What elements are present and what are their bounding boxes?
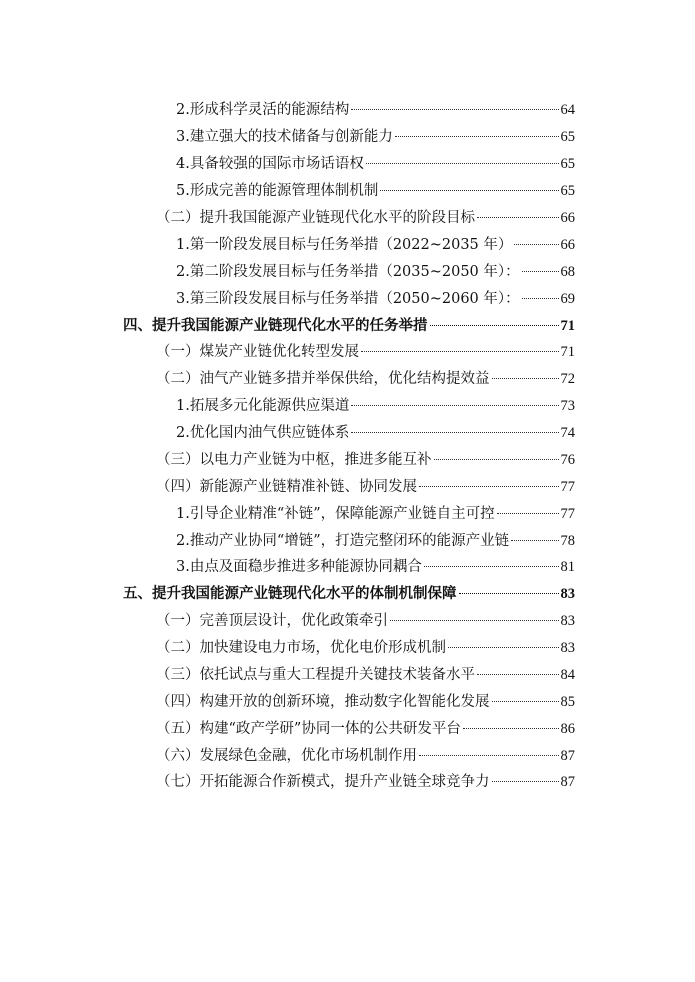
toc-entry[interactable] [156, 746, 575, 766]
toc-entry[interactable] [156, 638, 575, 658]
toc-leader [477, 217, 559, 218]
toc-entry-page: 78 [560, 533, 575, 549]
toc-entry[interactable] [176, 235, 575, 255]
toc-entry[interactable] [176, 154, 575, 174]
toc-entry-page: 64 [560, 102, 575, 118]
toc-leader [395, 136, 559, 137]
toc-entry-title: （五）构建“政产学研”协同一体的公共研发平台 [156, 721, 461, 737]
toc-entry-page: 84 [560, 667, 575, 683]
toc-leader [511, 540, 558, 541]
toc-entry-title: 3.建立强大的技术储备与创新能力 [176, 129, 393, 145]
toc-entry-page: 74 [560, 425, 575, 441]
toc-entry-title: （七）开拓能源合作新模式，提升产业链全球竞争力 [156, 774, 490, 790]
toc-entry-page: 83 [560, 586, 575, 602]
toc-entry-page: 66 [560, 237, 575, 253]
toc-entry-title: （四）构建开放的创新环境，推动数字化智能化发展 [156, 694, 490, 710]
toc-leader [492, 701, 559, 702]
toc-entry[interactable] [156, 719, 575, 739]
toc-entry-page: 73 [560, 398, 575, 414]
toc-entry[interactable] [176, 504, 575, 524]
toc-leader [434, 459, 559, 460]
toc-entry-page: 69 [560, 291, 575, 307]
toc-entry-title: 2.形成科学灵活的能源结构 [176, 102, 350, 118]
toc-entry[interactable] [176, 531, 575, 551]
toc-entry-title: （一）完善顶层设计，优化政策牵引 [156, 613, 388, 629]
toc-leader [430, 325, 559, 326]
toc-leader [419, 755, 559, 756]
toc-leader [448, 647, 559, 648]
toc-entry-title: （三）依托试点与重大工程提升关键技术装备水平 [156, 667, 475, 683]
toc-leader [351, 432, 558, 433]
toc-entry-title: （二）提升我国能源产业链现代化水平的阶段目标 [156, 210, 475, 226]
toc-entry-title: （六）发展绿色金融，优化市场机制作用 [156, 748, 417, 764]
toc-entry[interactable] [176, 181, 575, 201]
toc-entry-page: 77 [560, 479, 575, 495]
toc-entry-title: 1.拓展多元化能源供应渠道 [176, 398, 350, 414]
toc-leader [492, 378, 559, 379]
toc-leader [424, 566, 559, 567]
toc-entry-title: （二）油气产业链多措并举保供给，优化结构提效益 [156, 371, 490, 387]
toc-entry-title: 2.优化国内油气供应链体系 [176, 425, 350, 441]
toc-leader [463, 728, 559, 729]
toc-entry[interactable] [176, 262, 575, 282]
toc-entry[interactable] [176, 289, 575, 309]
toc-entry-page: 68 [560, 264, 575, 280]
toc-entry-title: 2.推动产业协同“增链”，打造完整闭环的能源产业链 [176, 533, 510, 549]
toc-entry[interactable] [156, 208, 575, 228]
toc-entry[interactable] [176, 396, 575, 416]
toc-entry[interactable] [156, 369, 575, 389]
toc-leader [380, 190, 558, 191]
toc-leader [351, 109, 558, 110]
toc-leader [366, 163, 559, 164]
toc-leader [522, 298, 559, 299]
toc-entry-page: 66 [560, 210, 575, 226]
toc-entry[interactable] [156, 450, 575, 470]
toc-entry-page: 85 [560, 694, 575, 710]
toc-leader [390, 620, 559, 621]
toc-entry-title: 3.由点及面稳步推进多种能源协同耦合 [176, 559, 422, 575]
toc-entry-title: 3.第三阶段发展目标与任务举措（2050~2060 年）： [176, 291, 520, 307]
toc-entry-page: 71 [560, 318, 575, 334]
toc-entry[interactable] [156, 772, 575, 792]
toc-entry[interactable] [176, 100, 575, 120]
toc-leader [419, 486, 559, 487]
toc-entry-title: 5.形成完善的能源管理体制机制 [176, 183, 379, 199]
toc-entry-title: 五、提升我国能源产业链现代化水平的体制机制保障 [123, 585, 457, 602]
toc-entry-title: （三）以电力产业链为中枢，推进多能互补 [156, 452, 432, 468]
toc-entry-page: 65 [560, 129, 575, 145]
toc-entry-page: 72 [560, 371, 575, 387]
toc-entry[interactable] [156, 342, 575, 362]
toc-leader [351, 405, 558, 406]
toc-leader [497, 513, 559, 514]
toc-entry-title: 四、提升我国能源产业链现代化水平的任务举措 [123, 317, 428, 334]
toc-entry-title: 1.第一阶段发展目标与任务举措（2022~2035 年） [176, 237, 513, 253]
toc-entry-page: 71 [560, 344, 575, 360]
toc-chapter-entry[interactable] [123, 316, 575, 336]
toc-entry-page: 83 [560, 613, 575, 629]
toc-entry-page: 87 [560, 748, 575, 764]
toc-entry-page: 81 [560, 559, 575, 575]
toc-leader [459, 593, 559, 594]
toc-entry-page: 77 [560, 506, 575, 522]
toc-chapter-entry[interactable] [123, 584, 575, 604]
toc-leader [361, 351, 559, 352]
toc-leader [522, 271, 559, 272]
toc-entry[interactable] [156, 477, 575, 497]
toc-entry-title: （二）加快建设电力市场，优化电价形成机制 [156, 640, 446, 656]
toc-entry-page: 65 [560, 156, 575, 172]
toc-entry-page: 87 [560, 774, 575, 790]
toc-entry[interactable] [156, 665, 575, 685]
toc-entry[interactable] [176, 423, 575, 443]
toc-leader [492, 781, 559, 782]
toc-leader [514, 244, 558, 245]
toc-entry-title: （四）新能源产业链精准补链、协同发展 [156, 479, 417, 495]
toc-entry-title: 2.第二阶段发展目标与任务举措（2035~2050 年）： [176, 264, 520, 280]
toc-entry-page: 86 [560, 721, 575, 737]
toc-entry[interactable] [156, 692, 575, 712]
toc-entry[interactable] [176, 557, 575, 577]
toc-entry[interactable] [156, 611, 575, 631]
toc-entry-title: 4.具备较强的国际市场话语权 [176, 156, 364, 172]
toc-entry-title: 1.引导企业精准“补链”，保障能源产业链自主可控 [176, 506, 495, 522]
toc-entry-page: 83 [560, 640, 575, 656]
toc-entry-page: 65 [560, 183, 575, 199]
toc-entry-title: （一）煤炭产业链优化转型发展 [156, 344, 359, 360]
toc-entry[interactable] [176, 127, 575, 147]
toc-entry-page: 76 [560, 452, 575, 468]
toc-leader [477, 674, 559, 675]
